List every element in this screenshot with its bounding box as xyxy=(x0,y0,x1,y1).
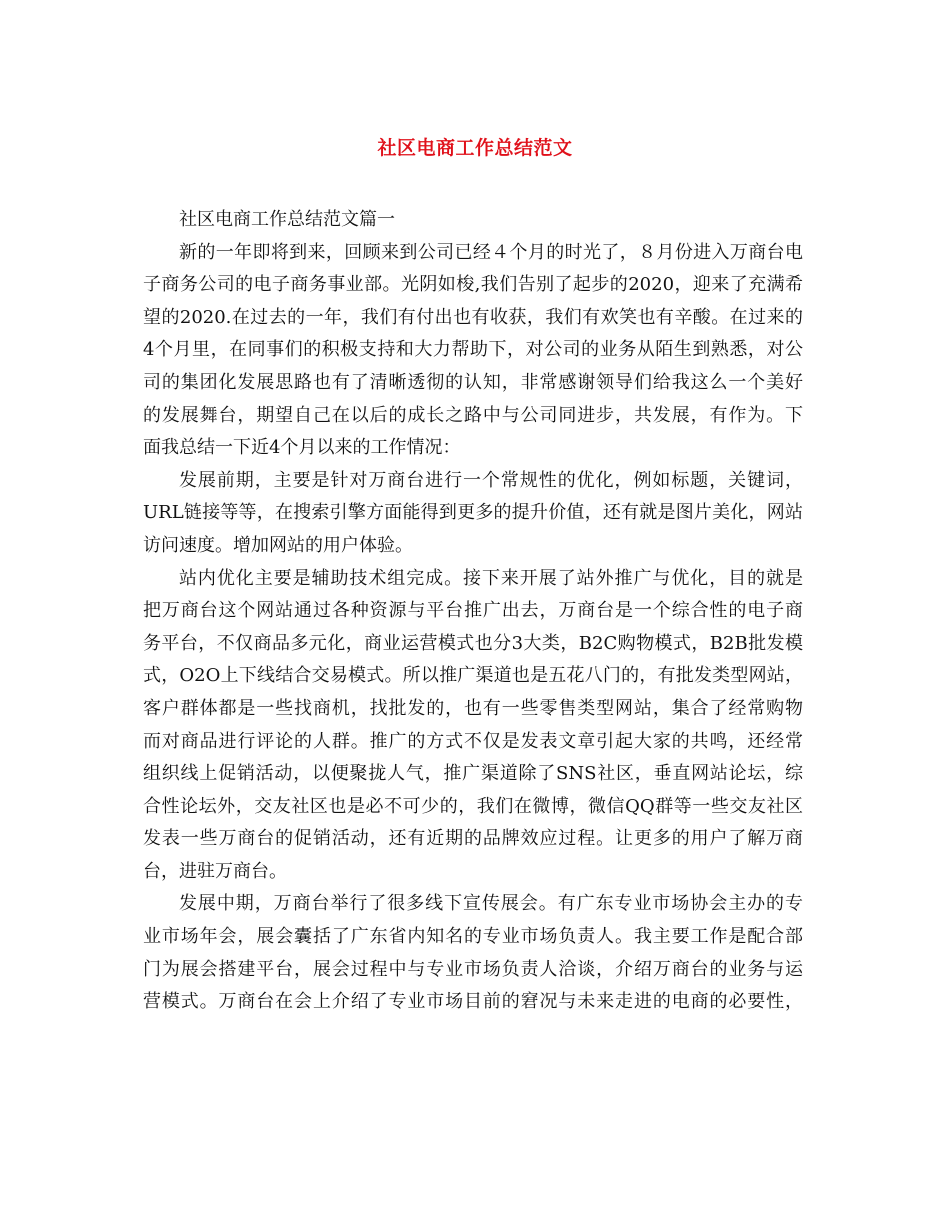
paragraph-3 xyxy=(143,563,803,889)
text-line: 发表一些万商台的促销活动，还有近期的品牌效应过程。让更多的用户了解万商 xyxy=(143,828,803,850)
text-line: 发展中期，万商台举行了很多线下宣传展会。有广东专业市场协会主办的专 xyxy=(179,893,803,915)
text-line: 4个月里，在同事们的积极支持和大力帮助下，对公司的业务从陌生到熟悉，对公 xyxy=(143,339,803,361)
text-line: 式，O2O上下线结合交易模式。所以推广渠道也是五花八门的，有批发类型网站， xyxy=(143,665,803,687)
paragraph-2 xyxy=(143,465,803,563)
text-line: 业市场年会，展会囊括了广东省内知名的专业市场负责人。我主要工作是配合部 xyxy=(143,926,803,948)
subheading-text: 社区电商工作总结范文篇一 xyxy=(179,209,395,230)
text-line: 合性论坛外，交友社区也是必不可少的，我们在微博，微信QQ群等一些交友社区 xyxy=(143,795,803,817)
subheading xyxy=(143,204,803,237)
document-body xyxy=(143,204,803,1019)
text-line: 而对商品进行评论的人群。推广的方式不仅是发表文章引起大家的共鸣，还经常 xyxy=(143,730,803,752)
text-line: 望的2020.在过去的一年，我们有付出也有收获，我们有欢笑也有辛酸。在过来的 xyxy=(143,306,803,328)
text-line: 门为展会搭建平台，展会过程中与专业市场负责人洽谈，介绍万商台的业务与运 xyxy=(143,958,803,980)
text-line: 新的一年即将到来，回顾来到公司已经４个月的时光了，８月份进入万商台电 xyxy=(179,241,803,263)
text-line: 台，进驻万商台。 xyxy=(143,860,287,882)
text-line: 站内优化主要是辅助技术组完成。接下来开展了站外推广与优化，目的就是 xyxy=(179,567,803,589)
paragraph-4 xyxy=(143,888,803,1018)
document-title: 社区电商工作总结范文 xyxy=(377,137,573,159)
text-line: 营模式。万商台在会上介绍了专业市场目前的窘况与未来走进的电商的必要性， xyxy=(143,991,803,1013)
text-line: 子商务公司的电子商务事业部。光阴如梭,我们告别了起步的2020，迎来了充满希 xyxy=(143,274,803,296)
text-line: 发展前期，主要是针对万商台进行一个常规性的优化，例如标题，关键词， xyxy=(179,469,803,491)
text-line: 把万商台这个网站通过各种资源与平台推广出去，万商台是一个综合性的电子商 xyxy=(143,600,803,622)
text-line: 务平台，不仅商品多元化，商业运营模式也分3大类，B2C购物模式，B2B批发模 xyxy=(143,632,803,654)
text-line: 访问速度。增加网站的用户体验。 xyxy=(143,534,413,556)
text-line: 面我总结一下近4个月以来的工作情况： xyxy=(143,437,461,459)
text-line: 司的集团化发展思路也有了清晰透彻的认知，非常感谢领导们给我这么一个美好 xyxy=(143,371,803,393)
text-line: 客户群体都是一些找商机，找批发的，也有一些零售类型网站，集合了经常购物 xyxy=(143,697,803,719)
paragraph-1 xyxy=(143,237,803,465)
text-line: 组织线上促销活动，以便聚拢人气，推广渠道除了SNS社区，垂直网站论坛，综 xyxy=(143,763,803,785)
text-line: 的发展舞台，期望自己在以后的成长之路中与公司同进步，共发展，有作为。下 xyxy=(143,404,803,426)
text-line: URL链接等等，在搜索引擎方面能得到更多的提升价值，还有就是图片美化，网站 xyxy=(143,502,803,524)
